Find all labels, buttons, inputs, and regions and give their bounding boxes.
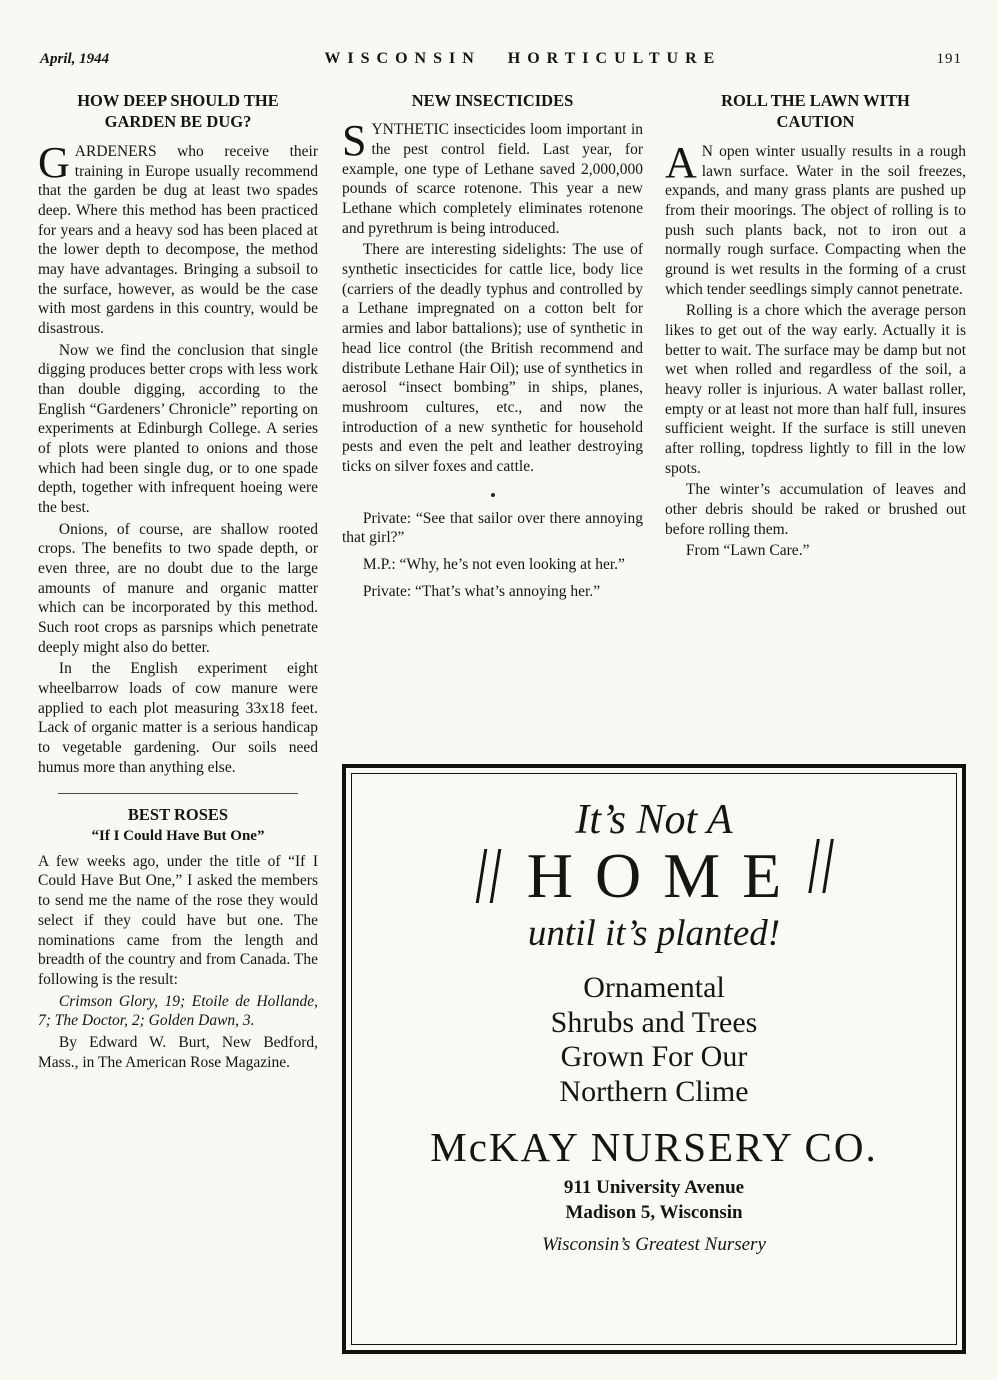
ad-body-line: Ornamental	[583, 970, 725, 1004]
ad-headline-row	[480, 840, 828, 912]
paragraph: A few weeks ago, under the title of “If I Could Have But One,” I asked the members to send me the name of the rose they would select if they could have but one. The nominations came from the length and breadth of the country and from Canada. The following is the result:	[38, 852, 318, 988]
ad-address-city: Madison 5, Wisconsin	[565, 1201, 743, 1223]
title-line-1: HOW DEEP SHOULD THE	[77, 91, 279, 110]
title-line-1: ROLL THE LAWN WITH	[721, 91, 910, 110]
issue-date: April, 1944	[40, 51, 110, 67]
ad-body-copy	[551, 971, 758, 1110]
ad-tagline: Wisconsin’s Greatest Nursery	[542, 1233, 766, 1255]
dropcap-G: G	[38, 137, 70, 187]
ad-script-line: It’s Not A	[575, 797, 733, 843]
title-line-2: GARDEN BE DUG?	[104, 112, 252, 132]
article-subtitle: “If I Could Have But One”	[91, 827, 265, 844]
right-area	[342, 86, 966, 1354]
ad-address-street: 911 University Avenue	[563, 1177, 745, 1199]
paragraph: In the English experiment eight wheelbarrow loads of cow manure were applied to each plot measuring 33x18 feet. Lack of organic matter is a serious handicap to vegetable gardening. Our soils need humus more than anything else.	[38, 660, 318, 776]
dot-divider	[491, 493, 495, 497]
joke-line: Private: “See that sailor over there annoying that girl?”	[342, 509, 643, 547]
paragraph	[38, 137, 318, 339]
masthead	[38, 50, 966, 74]
paragraph-text: ARDENERS who receive their training in Europe usually recommend that the garden be dug at least two spades deep. Where this method has been practiced for years and a heavy sod has been placed at the lower depth to decompose, the method may have advantages. Bringing a subsoil to the surface, however, as would be the case with most gardens in this country, would be disastrous.	[38, 142, 318, 337]
paragraph: The winter’s accumulation of leaves and other debris should be raked or brushed out before rolling them.	[665, 481, 966, 538]
paragraph: Rolling is a chore which the average person likes to get out of the way early. Actually it is better to wait. The surface may be damp but not wet when rolled and regardless of the soil, a heavy roller is injurious. A water ballast roller, empty or at least not more than half full, insures sufficient weight. If the surface is still uneven after rolling, topdress lightly to fill in the low spots.	[665, 302, 966, 477]
advertisement-inner-frame	[351, 773, 957, 1345]
publication-title: WISCONSIN HORTICULTURE	[324, 50, 722, 67]
right-column	[665, 86, 966, 748]
ad-body-line: Grown For Our	[560, 1040, 748, 1074]
title-line-2: CAUTION	[776, 112, 855, 132]
advertisement-mckay-nursery	[342, 764, 966, 1354]
joke-line: M.P.: “Why, he’s not even looking at her.”	[362, 555, 625, 573]
article-title-garden	[38, 90, 318, 133]
dropcap-S: S	[342, 116, 367, 166]
left-column	[38, 86, 318, 1354]
ad-body-line: Shrubs and Trees	[550, 1005, 758, 1039]
paragraph-attribution: From “Lawn Care.”	[685, 542, 810, 560]
article-title-roll-lawn	[665, 90, 966, 133]
paragraph-rose-results: Crimson Glory, 19; Etoile de Hollande, 7; The Doctor, 2; Golden Dawn, 3.	[38, 992, 318, 1030]
paragraph-byline: By Edward W. Burt, New Bedford, Mass., in The American Rose Magazine.	[38, 1033, 318, 1071]
section-divider-rule	[58, 793, 299, 794]
paragraph	[342, 116, 643, 238]
page-columns	[38, 86, 966, 1354]
joke-line: Private: “That’s what’s annoying her.”	[362, 582, 601, 600]
ad-script-line-2: until it’s planted!	[527, 913, 781, 955]
upper-columns	[342, 86, 966, 748]
paragraph: Now we find the conclusion that single digging produces better crops with less work than double digging, according to the English “Gardeners’ Chronicle” reporting on experiments at Edinburgh College. A series of plots were planted to onions and those which had been single dug, or to one spade depth, together with infrequent hoeing were the best.	[38, 341, 318, 516]
article-title-insecticides: NEW INSECTICIDES	[411, 91, 574, 110]
ad-body-line: Northern Clime	[559, 1075, 749, 1109]
paragraph	[665, 137, 966, 299]
decorative-quote-mark-right	[809, 839, 835, 893]
ad-headline: HOME	[526, 840, 804, 912]
dropcap-A: A	[665, 137, 697, 187]
article-title-best-roses: BEST ROSES	[127, 805, 229, 825]
page-number: 191	[936, 51, 962, 67]
decorative-quote-mark-left	[476, 849, 502, 903]
paragraph-text: N open winter usually results in a rough lawn surface. Water in the soil freezes, expands, and many grass plants are pushed up from their moorings. The object of rolling is to push such plants back, not to iron out a normally rough surface. Compacting when the ground is wet results in the forming of a crust which tender seedlings simply cannot penetrate.	[665, 142, 966, 298]
ad-company-name: McKAY NURSERY CO.	[430, 1123, 878, 1170]
paragraph: There are interesting sidelights: The use of synthetic insecticides for cattle lice, body lice (carriers of the deadly typhus and controlled by a Lethane impregnated on a cotton belt for armies and labor battalions); use of synthetic in head lice control (the British recommend and distribute Lethane Hair Oil); use of synthetics in aerosol “insect bombing” in ships, planes, mushroom cultures, etc., and now the introduction of a new synthetic for household pests and even the pelt and leather destroying ticks on silver foxes and cattle.	[342, 241, 643, 475]
middle-column	[342, 86, 643, 748]
paragraph: Onions, of course, are shallow rooted crops. The benefits to two spade depth, or even three, are no doubt due to the large amounts of manure and organic matter which can be incorporated by this method. Such root crops as parsnips which penetrate deeply might also do better.	[38, 520, 318, 656]
joke-section	[342, 509, 643, 602]
paragraph-text: YNTHETIC insecticides loom important in the pest control field. Last year, for example, one type of Lethane saved 2,000,000 pounds of scarce rotenone. This year a new Lethane which completely eliminates rotenone and pyrethrum is being introduced.	[342, 121, 643, 237]
